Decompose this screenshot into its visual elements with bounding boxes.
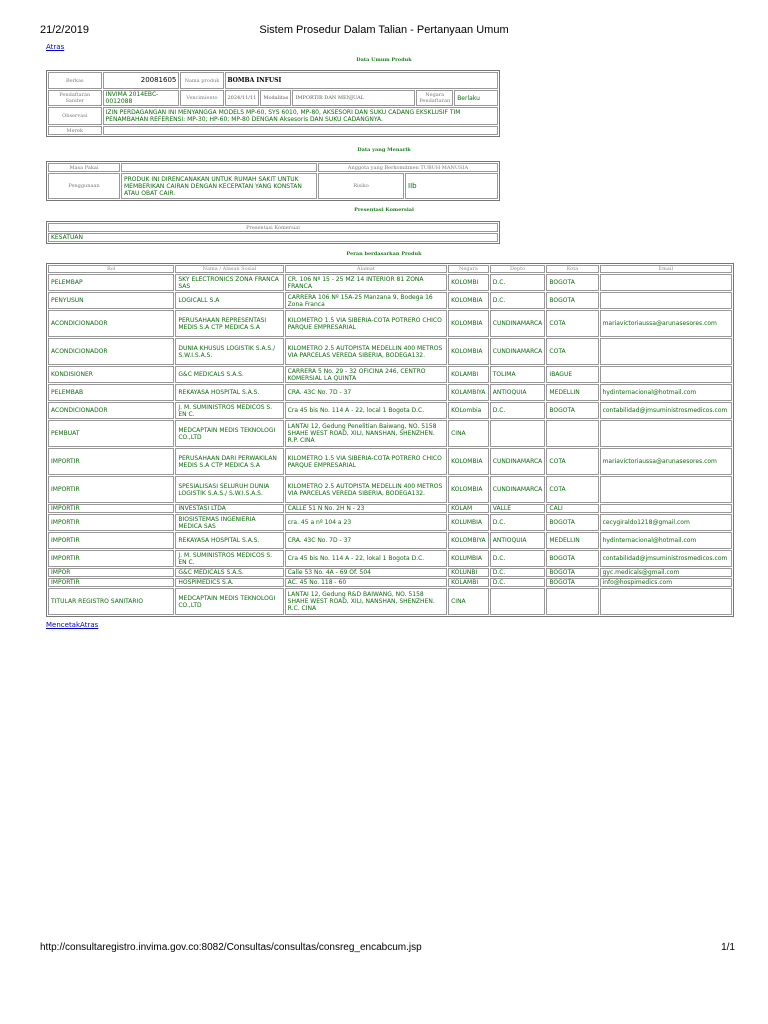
cell-email: contabilidad@jmsuministrosmedicos.com (600, 550, 732, 567)
cell-role: IMPORTIR (48, 514, 174, 531)
cell-role: ACONDICIONADOR (48, 402, 174, 419)
table-row (48, 384, 732, 401)
cell-country: KOLUNBI (448, 568, 489, 577)
cell-city: IBAGUE (546, 366, 598, 383)
use-period-label: Masa Pakai (48, 163, 120, 172)
interest-data-table (46, 161, 500, 201)
cell-name: BIOSISTEMAS INGENIERIA MEDICA SAS (175, 514, 283, 531)
cell-address: CALLE 51 N No. 2H N - 23 (285, 504, 447, 513)
commercial-header: Presentasi Komersial (48, 223, 498, 232)
cell-country: KOLUMBIA (448, 514, 489, 531)
cell-city (546, 420, 598, 447)
cell-email (600, 420, 732, 447)
cell-address: CR. 106 Nº 15 - 25 MZ 14 INTERIOR 81 ZONA FRANCA (285, 274, 447, 291)
table-row (48, 420, 732, 447)
cell-city (546, 588, 598, 615)
cell-email (600, 366, 732, 383)
observation-value: IZIN PERDAGANGAN INI MENYANGGA MODELS MP-60, SYS 6010, MP-80, AKSESORI DAN SUKU CADANG EKSKLUSIF TIM PENAMBAHAN REFERENSI: MP-30; HP-60; MP-80 DENGAN Aksesoris DAN SUKU CADANGNYA. (103, 107, 498, 125)
cell-department: CUNDINAMARCA (490, 310, 546, 337)
cell-country: KOLOMBIA (448, 448, 489, 475)
table-row (48, 578, 732, 587)
cell-city: BOGOTA (546, 292, 598, 309)
cell-name: INVESTASI LTDA (175, 504, 283, 513)
commercial-table (46, 221, 500, 244)
cell-role: IMPORTIR (48, 532, 174, 549)
cell-address: Cra 45 bis No. 114 A - 22, local 1 Bogota D.C. (285, 402, 447, 419)
cell-email (600, 338, 732, 365)
expiry-label: Vencimiento (180, 90, 223, 106)
col-header-role: Rol (48, 265, 174, 273)
modality-label: Modalitas (260, 90, 291, 106)
cell-name: DUNIA KHUSUS LOGISTIK S.A.S./ S.W.I.S.A.S. (175, 338, 283, 365)
cell-role: IMPOR (48, 568, 174, 577)
back-link-bottom[interactable]: Atras (80, 621, 99, 629)
cell-name: PERUSAHAAN REPRESENTASI MEDIS S.A CTP MEDICA S.A (175, 310, 283, 337)
cell-email: cecygiraldo1218@gmail.com (600, 514, 732, 531)
cell-role: IMPORTIR (48, 578, 174, 587)
cell-role: IMPORTIR (48, 476, 174, 503)
table-row (48, 366, 732, 383)
cell-address: KILOMETRO 2.5 AUTOPISTA MEDELLIN 400 METROS VIA PARCELAS VEREDA SIBERIA, BODEGA132. (285, 338, 447, 365)
cell-city: BOGOTA (546, 578, 598, 587)
cell-department: D.C. (490, 292, 546, 309)
cell-city: CALI (546, 504, 598, 513)
cell-city: COTA (546, 338, 598, 365)
cell-department (490, 588, 546, 615)
cell-department: D.C. (490, 274, 546, 291)
cell-name: REKAYASA HOSPITAL S.A.S. (175, 384, 283, 401)
cell-city: BOGOTA (546, 550, 598, 567)
col-header-city: Kota (546, 265, 598, 273)
cell-role: IMPORTIR (48, 550, 174, 567)
cell-email (600, 504, 732, 513)
cell-country: KOLOMBIYA (448, 532, 489, 549)
cell-email: mariavictoriaussa@arunasesores.com (600, 448, 732, 475)
cell-email: mariavictoriaussa@arunasesores.com (600, 310, 732, 337)
cell-role: IMPORTIR (48, 504, 174, 513)
cell-name: MEDCAPTAIN MEDIS TEKNOLOGI CO.,LTD (175, 588, 283, 615)
col-header-name: Nama / Alasan Sosial (175, 265, 283, 273)
section-title-commercial: Presentasi Komersial (354, 207, 414, 213)
cell-country: KOLAMBI (448, 366, 489, 383)
cell-department: D.C. (490, 550, 546, 567)
cell-country: KOLOMBIA (448, 292, 489, 309)
cell-address: CARRERA 106 Nº 15A-25 Manzana 9, Bodega 16 Zona Franca (285, 292, 447, 309)
cell-name: PERUSAHAAN DARI PERWAKILAN MEDIS S.A CTP MEDICA S.A (175, 448, 283, 475)
cell-email (600, 476, 732, 503)
table-row (48, 532, 732, 549)
cell-address: CRA. 43C No. 7D - 37 (285, 384, 447, 401)
expiry-value: 2024/11/11 (225, 90, 260, 106)
cell-address: LANTAI 12, Gedung Penelitian Baiwang, NO. 5158 SHAHE WEST ROAD, XILI, NANSHAN, SHENZHEN. R.P. CINA (285, 420, 447, 447)
cell-country: KOLUMBIA (448, 550, 489, 567)
cell-country: KOLOMBI (448, 274, 489, 291)
risk-value: IIb (405, 173, 498, 199)
cell-address: KILOMETRO 1.5 VIA SIBERIA-COTA POTRERO CHICO PARQUE EMPRESARIAL (285, 448, 447, 475)
footer-page-number: 1/1 (721, 942, 735, 953)
cell-address: KILOMETRO 1.5 VIA SIBERIA-COTA POTRERO CHICO PARQUE EMPRESARIAL (285, 310, 447, 337)
cell-department: D.C. (490, 568, 546, 577)
cell-name: G&C MEDICALS S.A.S. (175, 366, 283, 383)
table-row (48, 338, 732, 365)
country-label: Negara Pendaftaran (416, 90, 453, 106)
cell-role: PENYUSUN (48, 292, 174, 309)
cell-city: BOGOTA (546, 568, 598, 577)
cell-role: PELEMBAP (48, 274, 174, 291)
cell-country: KOLOMBIA (448, 310, 489, 337)
cell-email: contabilidad@jmsuministrosmedicos.com (600, 402, 732, 419)
cell-department: ANTIOQUIA (490, 532, 546, 549)
col-header-email: Email (600, 265, 732, 273)
cell-role: ACONDICIONADOR (48, 310, 174, 337)
cell-address: Calle 53 No. 4A - 69 Of. 504 (285, 568, 447, 577)
cell-country: KOLAMBIYA (448, 384, 489, 401)
product-name-value: BOMBA INFUSI (225, 72, 499, 89)
back-link[interactable]: Atras (46, 43, 65, 51)
use-period-value (121, 163, 317, 172)
cell-email: gyc.medicals@gmail.com (600, 568, 732, 577)
observation-label: Observasi (48, 107, 102, 125)
registration-value: INVIMA 2014EBC-0012088 (103, 90, 180, 106)
brand-label: Merek (48, 126, 102, 135)
cell-city: COTA (546, 448, 598, 475)
registration-label: Pendaftaran Saniter (48, 90, 102, 106)
cell-country: KOLAMBI (448, 578, 489, 587)
footer-url: http://consultaregistro.invima.gov.co:8082/Consultas/consultas/consreg_encabcum.jsp (40, 942, 422, 953)
cell-city: MEDELLIN (546, 384, 598, 401)
cell-address: KILOMETRO 2.5 AUTOPISTA MEDELLIN 400 METROS VIA PARCELAS VEREDA SIBERIA, BODEGA132. (285, 476, 447, 503)
product-name-label: Nama produk (180, 72, 223, 89)
cell-department: CUNDINAMARCA (490, 476, 546, 503)
file-label: Berkas (48, 72, 102, 89)
cell-department: ANTIOQUIA (490, 384, 546, 401)
table-row (48, 568, 732, 577)
cell-department (490, 420, 546, 447)
cell-role: TITULAR REGISTRO SANITARIO (48, 588, 174, 615)
table-row (48, 504, 732, 513)
table-row (48, 550, 732, 567)
cell-email (600, 274, 732, 291)
cell-department: VALLE (490, 504, 546, 513)
col-header-address: Alamat (285, 265, 447, 273)
cell-country: KOLombia (448, 402, 489, 419)
col-header-department: Depto (490, 265, 546, 273)
col-header-country: Negara (448, 265, 489, 273)
status-value: Berlaku (454, 90, 498, 106)
cell-department: D.C. (490, 402, 546, 419)
table-row (48, 274, 732, 291)
cell-email (600, 588, 732, 615)
roles-table (46, 263, 734, 617)
cell-role: ACONDICIONADOR (48, 338, 174, 365)
cell-name: HOSPIMEDICS S.A. (175, 578, 283, 587)
cell-address: cra. 45 a nº 104 a 23 (285, 514, 447, 531)
cell-email: hydinternacional@hotmail.com (600, 532, 732, 549)
general-data-table (46, 70, 500, 137)
cell-city: MEDELLIN (546, 532, 598, 549)
cell-country: CINA (448, 588, 489, 615)
cell-department: TOLIMA (490, 366, 546, 383)
cell-address: CARRERA 5 No. 29 - 32 OFICINA 246, CENTRO KOMERSIAL LA QUINTA (285, 366, 447, 383)
modality-value: IMPORTIR DAN MENJUAL (292, 90, 415, 106)
usage-value: PRODUK INI DIRENCANAKAN UNTUK RUMAH SAKIT UNTUK MEMBERIKAN CAIRAN DENGAN KECEPATAN YANG KONSTAN ATAU OBAT CAIR. (121, 173, 317, 199)
cell-department: CUNDINAMARCA (490, 448, 546, 475)
table-row (48, 402, 732, 419)
bottom-links (46, 612, 98, 631)
cell-city: BOGOTA (546, 274, 598, 291)
section-title-roles: Peran berdasarkan Produk (346, 251, 422, 257)
table-row (48, 448, 732, 475)
table-row (48, 476, 732, 503)
table-row (48, 292, 732, 309)
cell-name: REKAYASA HOSPITAL S.A.S. (175, 532, 283, 549)
cell-name: MEDCAPTAIN MEDIS TEKNOLOGI CO.,LTD (175, 420, 283, 447)
section-title-general: Data Umum Produk (356, 57, 412, 63)
cell-name: J. M. SUMINISTROS MEDICOS S. EN C. (175, 402, 283, 419)
table-row (48, 514, 732, 531)
cell-city: COTA (546, 310, 598, 337)
cell-address: Cra 45 bis No. 114 A - 22, lokal 1 Bogota D.C. (285, 550, 447, 567)
cell-name: G&C MEDICALS S.A.S. (175, 568, 283, 577)
cell-department: CUNDINAMARCA (490, 338, 546, 365)
roles-header-row (48, 265, 732, 273)
cell-role: KONDISIONER (48, 366, 174, 383)
commercial-value: KESATUAN (48, 233, 498, 242)
cell-role: IMPORTIR (48, 448, 174, 475)
section-title-interest: Data yang Menarik (357, 147, 411, 153)
page-title: Sistem Prosedur Dalam Talian - Pertanyaan Umum (259, 24, 509, 36)
cell-address: AC. 45 No. 118 - 60 (285, 578, 447, 587)
cell-email (600, 292, 732, 309)
cell-country: CINA (448, 420, 489, 447)
cell-country: KOLOMBIA (448, 476, 489, 503)
cell-department: D.C. (490, 514, 546, 531)
file-value: 20081605 (103, 72, 180, 89)
table-row (48, 310, 732, 337)
cell-city: BOGOTA (546, 514, 598, 531)
print-link[interactable]: Mencetak (46, 621, 81, 629)
cell-address: LANTAI 12, Gedung R&D BAIWANG, NO. 5158 SHAHE WEST ROAD, XILI, NANSHAN, SHENZHEN. R.C. CINA (285, 588, 447, 615)
members-label: Anggota yang Berkomitmen TUBUH MANUSIA (318, 163, 498, 172)
cell-city: BOGOTA (546, 402, 598, 419)
brand-value (103, 126, 498, 135)
cell-country: KOLAM (448, 504, 489, 513)
cell-department: D.C. (490, 578, 546, 587)
cell-email: hydinternacional@hotmail.com (600, 384, 732, 401)
cell-address: CRA. 43C No. 7D - 37 (285, 532, 447, 549)
cell-role: PEMBUAT (48, 420, 174, 447)
risk-label: Risiko (318, 173, 404, 199)
cell-name: LOGICALL S.A (175, 292, 283, 309)
usage-label: Penggunaan (48, 173, 120, 199)
cell-name: SKY ELECTRONICS ZONA FRANCA SAS (175, 274, 283, 291)
cell-name: J. M. SUMINISTROS MEDICOS S. EN C. (175, 550, 283, 567)
cell-name: SPESIALISASI SELURUH DUNIA LOGISTIK S.A.S./ S.W.I.S.A.S. (175, 476, 283, 503)
print-date: 21/2/2019 (40, 24, 89, 36)
cell-country: KOLOMBIA (448, 338, 489, 365)
cell-city: COTA (546, 476, 598, 503)
cell-email: info@hospimedics.com (600, 578, 732, 587)
cell-role: PELEMBAB (48, 384, 174, 401)
table-row (48, 588, 732, 615)
